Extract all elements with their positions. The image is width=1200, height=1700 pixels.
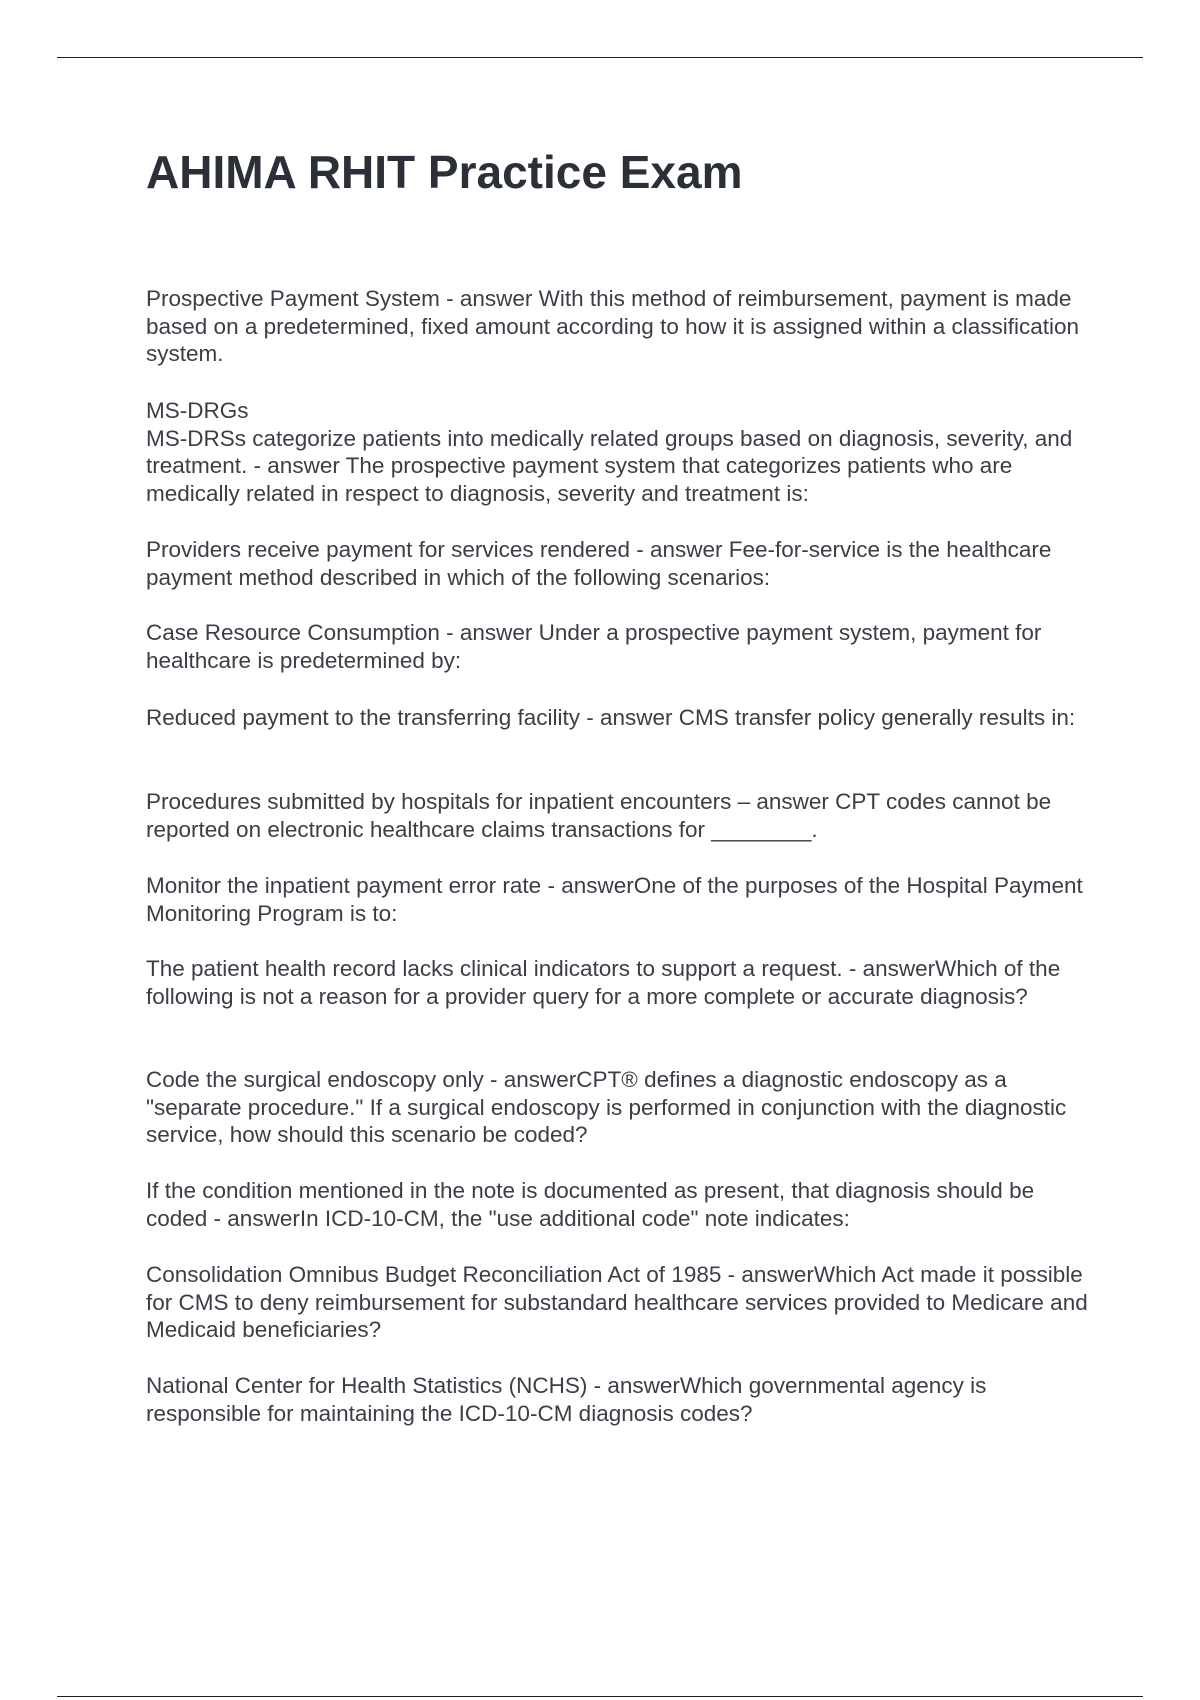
qa-item [146, 1066, 1096, 1149]
qa-text: Providers receive payment for services rendered - answer Fee-for-service is the healthcare payment method described in which of the following scenarios: [146, 537, 1052, 590]
qa-item [146, 955, 1096, 1010]
qa-text: National Center for Health Statistics (NCHS) - answerWhich governmental agency is responsible for maintaining the ICD-10-CM diagnosis codes? [146, 1373, 987, 1426]
qa-item [146, 704, 1096, 732]
qa-item [146, 1261, 1096, 1344]
qa-text: Consolidation Omnibus Budget Reconciliation Act of 1985 - answerWhich Act made it possible for CMS to deny reimbursement for substandard healthcare services provided to Medicare and Medicaid beneficiaries? [146, 1262, 1088, 1342]
bottom-divider [57, 1696, 1143, 1697]
qa-text: Code the surgical endoscopy only - answerCPT® defines a diagnostic endoscopy as a "separate procedure." If a surgical endoscopy is performed in conjunction with the diagnostic service, how should this scenario be coded? [146, 1067, 1067, 1147]
qa-text: Prospective Payment System - answer With this method of reimbursement, payment is made based on a predetermined, fixed amount according to how it is assigned within a classification system. [146, 286, 1080, 366]
qa-item [146, 1177, 1096, 1232]
qa-item [146, 619, 1096, 674]
qa-item [146, 285, 1096, 368]
qa-text: MS-DRSs categorize patients into medically related groups based on diagnosis, severity, and treatment. - answer The prospective payment system that categorizes patients who are medically related in respect to diagnosis, severity and treatment is: [146, 425, 1073, 506]
qa-text: Reduced payment to the transferring facility - answer CMS transfer policy generally results in: [146, 705, 1076, 730]
qa-text: Case Resource Consumption - answer Under a prospective payment system, payment for healthcare is predetermined by: [146, 620, 1042, 673]
qa-heading: MS-DRGs [146, 398, 249, 423]
qa-text: If the condition mentioned in the note is documented as present, that diagnosis should be coded - answerIn ICD-10-CM, the "use additional code" note indicates: [146, 1178, 1035, 1231]
qa-item [146, 397, 1096, 507]
qa-item [146, 872, 1096, 927]
qa-text: The patient health record lacks clinical indicators to support a request. - answerWhich of the following is not a reason for a provider query for a more complete or accurate diagnosis? [146, 956, 1061, 1009]
page-title: AHIMA RHIT Practice Exam [146, 146, 743, 198]
qa-item [146, 788, 1096, 843]
qa-item [146, 1372, 1096, 1427]
qa-text: Procedures submitted by hospitals for inpatient encounters – answer CPT codes cannot be reported on electronic healthcare claims transactions for ________. [146, 789, 1052, 842]
qa-text: Monitor the inpatient payment error rate - answerOne of the purposes of the Hospital Payment Monitoring Program is to: [146, 873, 1083, 926]
top-divider [57, 57, 1143, 58]
qa-item [146, 536, 1096, 591]
